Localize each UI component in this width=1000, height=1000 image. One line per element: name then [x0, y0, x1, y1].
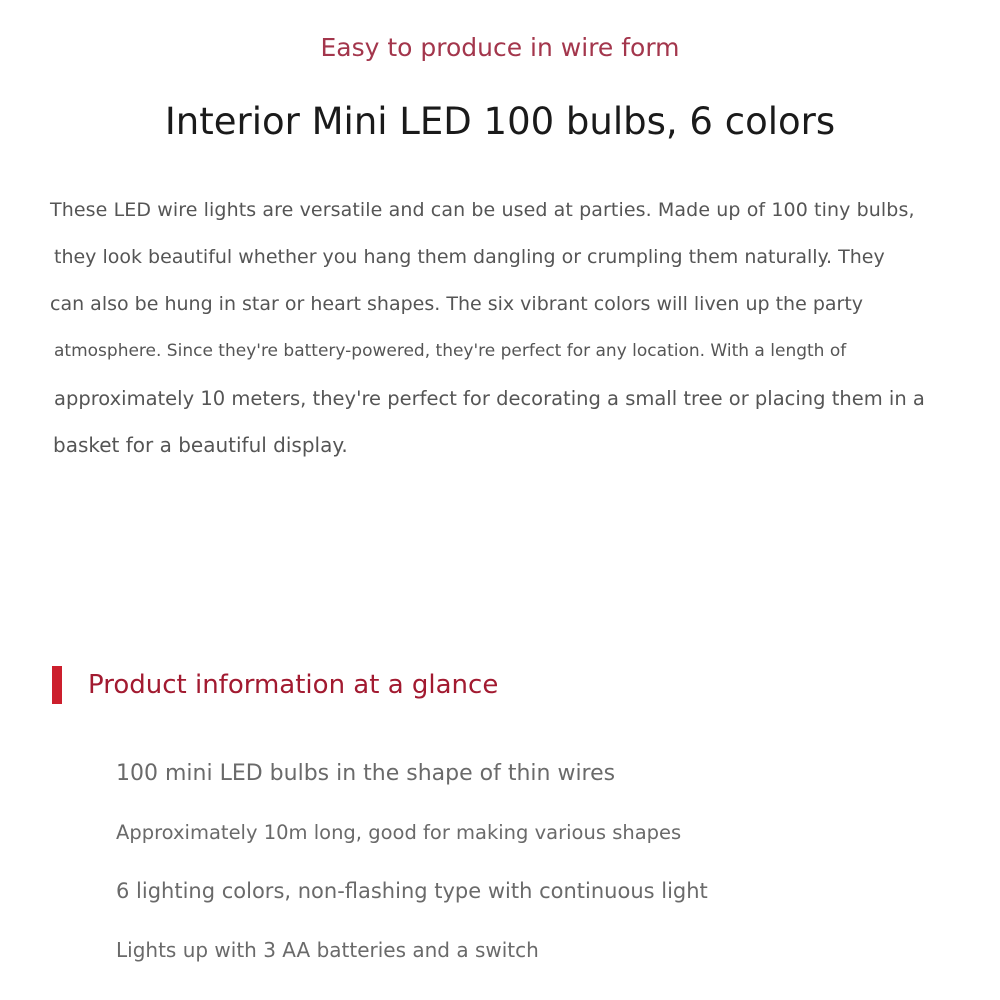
product-tagline: Easy to produce in wire form: [320, 33, 680, 62]
description-line: they look beautiful whether you hang them dangling or crumpling them naturally. They: [54, 246, 885, 268]
product-title: Interior Mini LED 100 bulbs, 6 colors: [164, 100, 836, 143]
section-title: Product information at a glance: [88, 670, 499, 700]
feature-item: Lights up with 3 AA batteries and a switch: [116, 938, 539, 962]
section-accent-bar: [52, 666, 62, 704]
feature-item: 100 mini LED bulbs in the shape of thin wires: [116, 761, 616, 786]
description-line: atmosphere. Since they're battery-powered, they're perfect for any location. With a length of: [54, 341, 847, 361]
product-info-section-header: [52, 664, 498, 706]
description-line: approximately 10 meters, they're perfect for decorating a small tree or placing them in a: [54, 387, 925, 410]
description-line: can also be hung in star or heart shapes. The six vibrant colors will liven up the party: [50, 293, 864, 315]
description-line: These LED wire lights are versatile and can be used at parties. Made up of 100 tiny bulbs,: [50, 199, 915, 221]
product-description: [50, 187, 960, 469]
product-feature-list: [116, 744, 708, 980]
feature-item: 6 lighting colors, non-flashing type with continuous light: [116, 879, 708, 903]
feature-item: Approximately 10m long, good for making various shapes: [116, 821, 682, 844]
description-line: basket for a beautiful display.: [53, 433, 348, 457]
